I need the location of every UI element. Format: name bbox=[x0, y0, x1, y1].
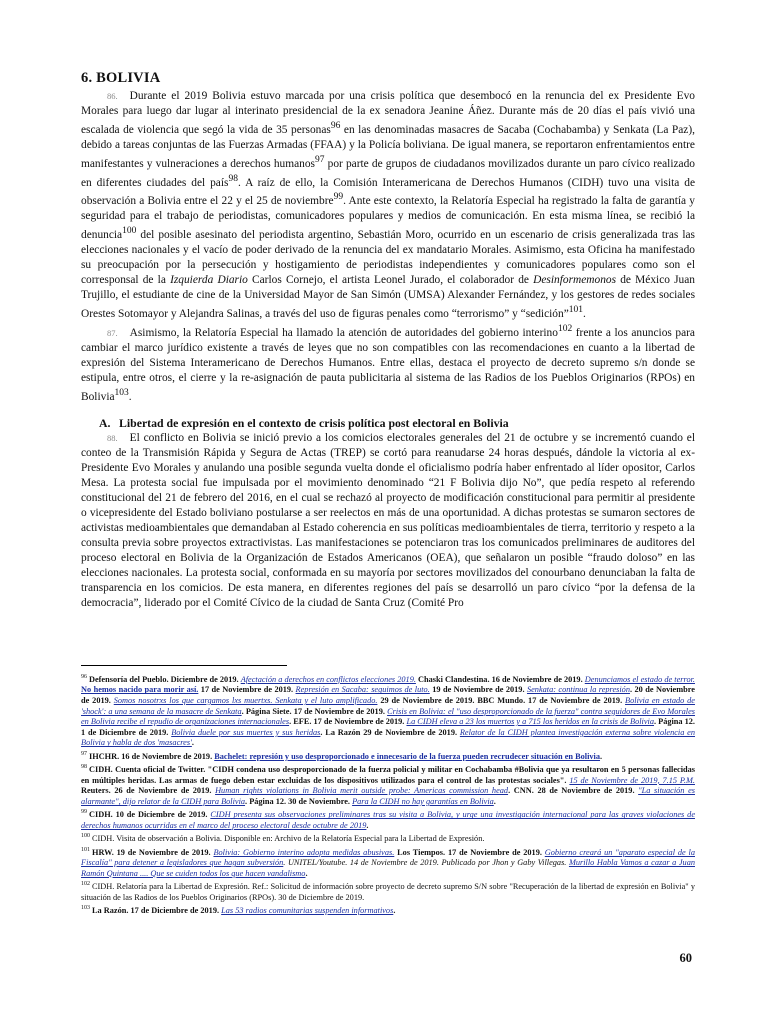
footnote-103: $^{103}$ La Razón. 17 de Diciembre de 2019. Las 53 radios comunitarias suspenden informativos. bbox=[81, 905, 396, 915]
footnotes bbox=[81, 672, 695, 917]
footnote-ref[interactable]: 97 bbox=[314, 154, 325, 165]
paragraph-87: 87. Asimismo, la Relatoría Especial ha llamado la atención de autoridades del gobierno interino$^{102}$ frente a los anuncios para cambiar el marco jurídico existente a través de leyes que no son compatibles con las recomendaciones en cuanto a la libertad de expresión del Sistema Interamericano de Derechos Humanos. Entre ellas, destaca el proyecto de decreto supremo s/n donde se estipula, entre otros, el cierre y la re-asignación de pauta publicitaria al sistema de las Radios de los Pueblos Originarios (RPOs) en Bolivia$^{103}$. bbox=[81, 323, 695, 403]
footnote-ref[interactable]: 100 bbox=[122, 226, 137, 237]
section-title: BOLIVIA bbox=[96, 70, 161, 86]
footnote-102: $^{102}$ CIDH. Relatoría para la Libertad de Expresión. Ref.: Solicitud de información sobre proyecto de decreto supremo S/N sobre "Recuperación de la libertad de expresión en Bolivia" y situación de las Radios de los Pueblos Originarios (RPOs). 30 de Diciembre de 2019. bbox=[81, 881, 695, 902]
footnote-98: $^{98}$ CIDH. Cuenta oficial de Twitter. "CIDH condena uso desproporcionado de la fuerza policial y militar en Cochabamba #Bolivia que ya resultaron en 5 personas fallecidas en múltiples heridas. Las armas de fuego deben estar excluidas de los dispositivos utilizados para el control de las protestas sociales". 15 de Noviembre de 2019, 7.15 P.M. Reuters. 26 de Noviembre de 2019. Human rights violations in Bolivia merit outside probe: Americas commission head. CNN. 28 de Noviembre de 2019. "La situación es alarmante", dijo relator de la CIDH para Bolivia. Página 12. 30 de Noviembre. Para la CIDH no hay garantías en Bolivia. bbox=[81, 764, 695, 806]
footnote-link[interactable]: Represión en Sacaba: seguimos de luto. bbox=[295, 685, 430, 695]
footnote-link[interactable]: Las 53 radios comunitarias suspenden informativos bbox=[221, 906, 394, 915]
footnote-link[interactable]: Para la CIDH no hay garantías en Bolivia bbox=[352, 796, 494, 806]
footnote-link[interactable]: Relator de la CIDH plantea investigación externa sobre violencia en Bolivia y habla de dos 'masacres' bbox=[81, 727, 696, 748]
footnote-link[interactable]: Bachelet: represión y uso desproporcionado e innecesario de la fuerza pueden recrudecer situación en Bolivia bbox=[214, 751, 601, 761]
footnote-link[interactable]: Murillo Habla Vamos a cazar a Juan Ramón Quintana .... Que se cuiden todos los que hacen vandalismo bbox=[81, 858, 695, 878]
footnote-link[interactable]: La CIDH eleva a 23 los muertos y a 715 los heridos en la crisis de Bolivia bbox=[406, 717, 654, 727]
footnote-ref[interactable]: 98 bbox=[228, 173, 238, 184]
footnote-link[interactable]: Senkata: continua la represión bbox=[526, 685, 630, 695]
footnote-link[interactable]: Bolivia duele por sus muertes y sus heridas bbox=[171, 727, 321, 737]
footnote-link[interactable]: 15 de Noviembre de 2019, 7.15 P.M. bbox=[569, 775, 695, 785]
main-content bbox=[81, 70, 695, 611]
footnote-link[interactable]: Gobierno creará un "aparato especial de la Fiscalía" para detener a legisladores que hagan subversión bbox=[81, 847, 695, 868]
paragraph-number: 86. bbox=[107, 91, 118, 101]
footnote-96: $^{96}$ Defensoría del Pueblo. Diciembre de 2019. Afectación a derechos en conflictos elecciones 2019. Chaski Clandestina. 16 de Noviembre de 2019. Denunciamos el estado de terror. No hemos nacido para morir así. 17 de Noviembre de 2019. Represión en Sacaba: seguimos de luto. 19 de Noviembre de 2019. Senkata: continua la represión. 20 de Noviembre de 2019. Somos nosotrxs los que cargamos lxs muertxs. Senkata y el luto amplificado. 29 de Noviembre de 2019. BBC Mundo. 17 de Noviembre de 2019. Bolivia en estado de 'shock': a una semana de la masacre de Senkata. Página Siete. 17 de Noviembre de 2019. Crisis en Bolivia: el "uso desproporcionado de la fuerza" contra seguidores de Evo Morales en Bolivia recibe el repudio de organizaciones internacionales. EFE. 17 de Noviembre de 2019. La CIDH eleva a 23 los muertos y a 715 los heridos en la crisis de Bolivia. Página 12. 1 de Diciembre de 2019. Bolivia duele por sus muertes y sus heridas. La Razón 29 de Noviembre de 2019. Relator de la CIDH plantea investigación externa sobre violencia en Bolivia y habla de dos 'masacres'. bbox=[81, 674, 696, 748]
footnote-ref[interactable]: 99 bbox=[333, 192, 344, 203]
footnote-link[interactable]: Bolivia en estado de 'shock': a una semana de la masacre de Senkata bbox=[81, 695, 695, 716]
footnote-link[interactable]: Somos nosotrxs los que cargamos lxs muertxs. Senkata y el luto amplificado. bbox=[113, 695, 378, 705]
footnote-link[interactable]: CIDH presenta sus observaciones preliminares tras su visita a Bolivia, y urge una investigación internacional para las graves violaciones de derechos humanos ocurridas en el marco del proceso electoral desde octubre de 2019 bbox=[81, 810, 695, 830]
footnote-ref[interactable]: 96 bbox=[330, 121, 341, 131]
footnote-99: $^{99}$ CIDH. 10 de Diciembre de 2019. CIDH presenta sus observaciones preliminares tras su visita a Bolivia, y urge una investigación internacional para las graves violaciones de derechos humanos ocurridas en el marco del proceso electoral desde octubre de 2019. bbox=[81, 809, 695, 830]
footnote-link[interactable]: Afectación a derechos en conflictos elecciones 2019. bbox=[240, 674, 416, 684]
paragraph-number: 87. bbox=[107, 327, 118, 338]
footnote-ref[interactable]: 102 bbox=[557, 323, 573, 334]
footnote-link[interactable]: Bolivia: Gobierno interino adopta medidas abusivas. bbox=[213, 847, 395, 857]
footnote-100: $^{100}$ CIDH. Visita de observación a Bolivia. Disponible en: Archivo de la Relatoría Especial para la Libertad de Expresión. bbox=[81, 833, 485, 844]
footnote-link[interactable]: Human rights violations in Bolivia merit outside probe: Americas commission head bbox=[215, 786, 509, 796]
footnote-101: $^{101}$ HRW. 19 de Noviembre de 2019. Bolivia: Gobierno interino adopta medidas abusivas. Los Tiempos. 17 de Noviembre de 2019. Gobierno creará un "aparato especial de la Fiscalía" para detener a legisladores que hagan subversión. UNITEL/Youtube. 14 de Noviembre de 2019. Publicado por Jhon y Gaby Villegas. Murillo Habla Vamos a cazar a Juan Ramón Quintana .... Que se cuiden todos los que hacen vandalismo. bbox=[81, 846, 695, 878]
page-number: 60 bbox=[679, 951, 692, 965]
footnote-ref[interactable]: 103 bbox=[114, 387, 129, 398]
footnote-link[interactable]: "La situación es alarmante", dijo relator de la CIDH para Bolivia bbox=[81, 786, 695, 806]
footnote-link[interactable]: No hemos nacido para morir así. bbox=[81, 685, 199, 695]
footnote-link[interactable]: Crisis en Bolivia: el "uso desproporcionado de la fuerza" contra seguidores de Evo Morales en Bolivia recibe el repudio de organizaciones internacionales bbox=[81, 706, 695, 727]
section-number: 6. bbox=[81, 70, 93, 86]
footnote-separator bbox=[81, 665, 287, 666]
subsection-title: Libertad de expresión en el contexto de crisis política post electoral en Bolivia bbox=[119, 416, 509, 431]
footnote-97: $^{97}$ IHCHR. 16 de Noviembre de 2019. Bachelet: represión y uso desproporcionado e innecesario de la fuerza pueden recrudecer situación en Bolivia. bbox=[81, 750, 603, 761]
subsection-letter: A. bbox=[99, 416, 111, 431]
paragraph-88: 88. El conflicto en Bolivia se inició previo a los comicios electorales generales del 21 de octubre y se incrementó cuando el conteo de la Transmisión Rápida y Segura de Actas (TREP) se cortó para reanudarse 24 horas después, dándole la victoria al ex-Presidente Evo Morales y anulando una posible segunda vuelta donde el oficialismo podría haber enfrentado al líder opositor, Carlos Mesa. La protesta social fue impulsada por el movimiento denominado “21 F Bolivia dijo No”, que pedía respeto al referendo constitucional del 21 de febrero del 2016, en el cual se rechazó al proyecto de modificación constitucional para permitir al presidente o vicepresidente del Estado boliviano postularse a ser reelectos en más de una oportunidad. A dichas protestas se sumaron sectores de activistas medioambientales que demandaban al Estado coherencia en sus políticas medioambientales de tierra, territorio y respeto a la consulta previa sobre proyectos extractivistas. Las manifestaciones se potenciaron tras los comunicados preliminares de auditores del proceso electoral en Bolivia de la Organización de Estados Americanos (OEA), que señalaron un posible “fraudo doloso” en las elecciones nacionales. La protesta social, conformada en su mayoría por sectores movilizados del conourbano denunciaban la falta de transparencia en los comicios. De esta manera, en diferentes regiones del país se desarrolló un paro cívico “por la defensa de la democracia”, liderado por el Comité Cívico de la ciudad de Santa Cruz (Comité Pro bbox=[81, 432, 695, 610]
footnote-ref[interactable]: 101 bbox=[568, 304, 584, 315]
footnote-link[interactable]: Denunciamos el estado de terror. bbox=[584, 674, 695, 684]
subsection-heading bbox=[99, 416, 695, 431]
paragraph-number: 88. bbox=[107, 433, 118, 444]
paragraph-86: 86. Durante el 2019 Bolivia estuvo marcada por una crisis política que desembocó en la renuncia del ex Presidente Evo Morales para luego dar lugar al interinato presidencial de la ex senadora Jeanine Áñez. Durante más de 20 días el país vivió una escalada de violencia que segó la vida de 35 personas$^{96}$ en las denominadas masacres de Sacaba (Cochabamba) y Senkata (La Paz), debido a tareas conjuntas de las Fuerzas Armadas (FFAA) y la Policía boliviana. De igual manera, se reportaron enfrentamientos entre manifestantes y vulneraciones a derechos humanos$^{97}$ por parte de grupos de ciudadanos movilizados durante un paro cívico realizado en diferentes ciudades del país$^{98}$. A raíz de ello, la Comisión Interamericana de Derechos Humanos (CIDH) tuvo una visita de observación a Bolivia entre el 22 y el 25 de noviembre$^{99}$. Ante este contexto, la Relatoría Especial ha registrado la falta de garantía y seguridad para el trabajo de periodistas, comunicadores populares y medios de comunicación. En esta misma línea, se recibió la denuncia$^{100}$ del posible asesinato del periodista argentino, Sebastián Moro, ocurrido en un escenario de crisis generalizada tras las elecciones nacionales y el vacío de poder derivado de la renuncia del ex mandatario Morales. Asimismo, esta Oficina ha manifestado su preocupación por la persecución y hostigamiento de periodistas independientes y comunicadores populares como son el corresponsal de la Izquierda Diario Carlos Cornejo, el artista Leonel Jurado, el colaborador de Desinformemonos de México Juan Trujillo, el estudiante de cine de la Universidad Mayor de San Simón (UMSA) Alexander Fernández, y los gestores de redes sociales Orestes Sotomayor y Alejandra Salinas, a través del uso de figuras penales como “terrorismo” y “sedición”$^{101}$. bbox=[81, 90, 695, 320]
section-heading bbox=[81, 70, 695, 87]
